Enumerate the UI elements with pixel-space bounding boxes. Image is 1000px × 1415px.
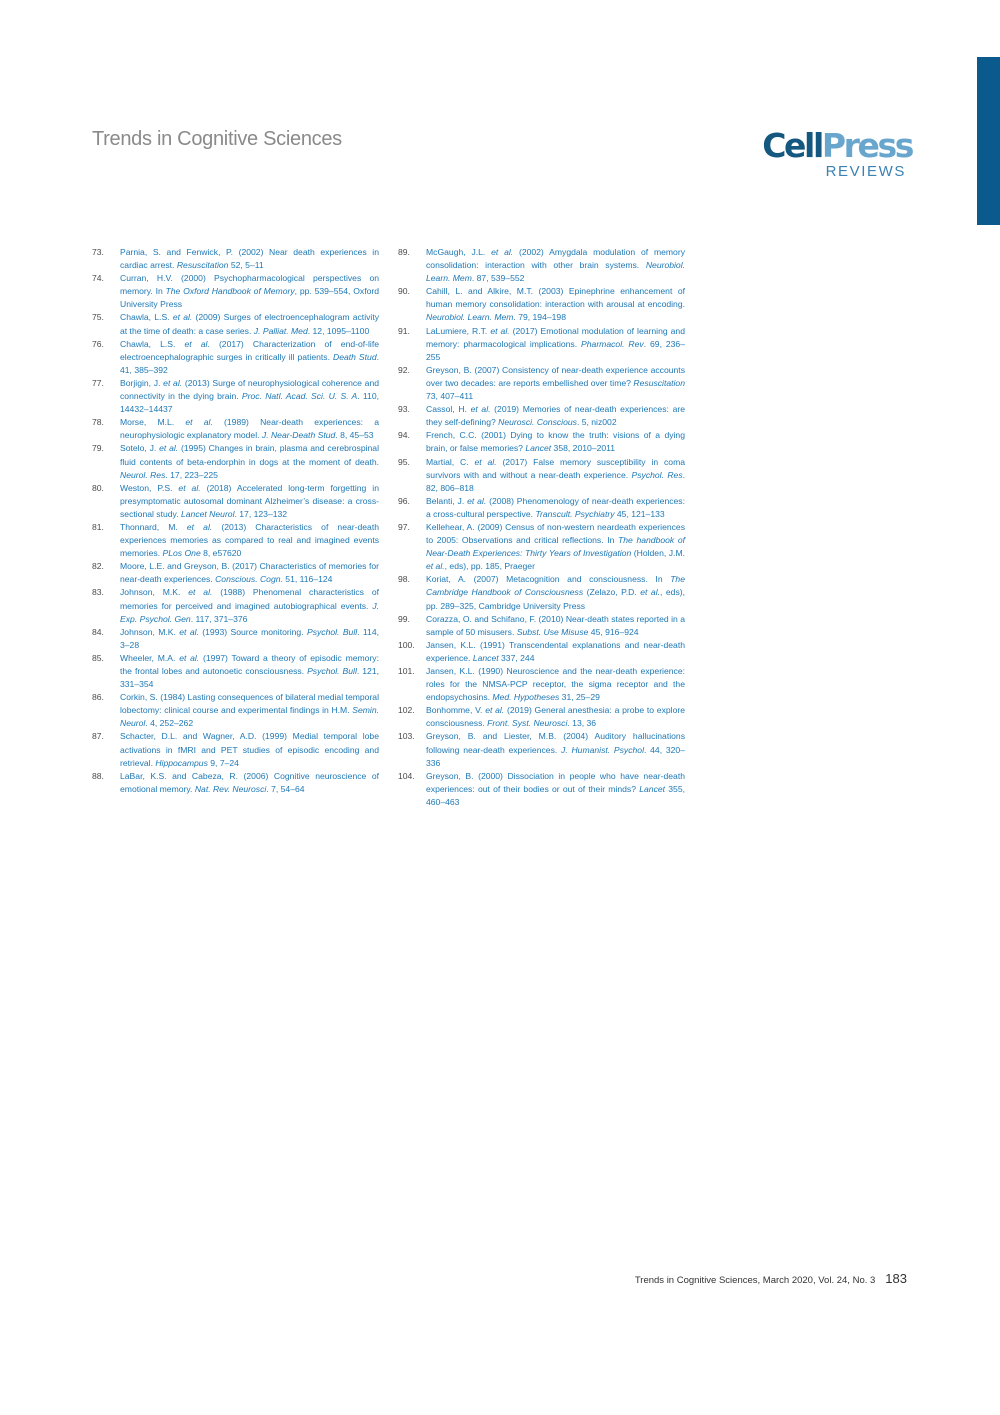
reference-number: 89.: [398, 247, 410, 257]
reference-text: Curran, H.V. (2000) Psychopharmacological perspectives on memory. In The Oxford Handbook of Memory, pp. 539–554, Oxford University Press: [120, 273, 380, 310]
reference-text: Johnson, M.K. et al. (1988) Phenomenal characteristics of memories for perceived and imagined autobiographical events. J. Exp. Psychol. Gen. 117, 371–376: [120, 587, 379, 624]
reference-text: Borjigin, J. et al. (2013) Surge of neurophysiological coherence and connectivity in the dying brain. Proc. Natl. Acad. Sci. U. S. A. 110, 14432–14437: [120, 377, 380, 415]
reference-number: 85.: [92, 652, 104, 663]
reference-item[interactable]: [92, 730, 379, 769]
cellpress-logo: [752, 126, 912, 186]
reference-number: 101.: [398, 666, 415, 676]
reference-number: 74.: [92, 273, 104, 284]
reference-text: Chawla, L.S. et al. (2017) Characterization of end-of-life electroencephalographic surges in critically ill patients. Death Stud. 41, 385–392: [120, 338, 380, 375]
reference-number: 75.: [92, 312, 104, 323]
reference-text: Belanti, J. et al. (2008) Phenomenology of near-death experiences: a cross-cultural perspective. Transcult. Psychiatry 45, 121–133: [426, 495, 685, 519]
reference-number: 83.: [92, 587, 104, 598]
reference-text: Cassol, H. et al. (2019) Memories of near-death experiences: are they self-defining? Neurosci. Conscious. 5, niz002: [426, 404, 685, 428]
reference-item[interactable]: [92, 652, 379, 691]
reference-item[interactable]: [92, 377, 379, 416]
reference-number: 81.: [92, 521, 104, 532]
reference-number: 93.: [398, 404, 410, 415]
reference-number: 99.: [398, 613, 410, 624]
page-footer: [635, 1270, 907, 1288]
reference-item[interactable]: [92, 626, 379, 652]
reference-item[interactable]: [92, 338, 379, 377]
reference-item[interactable]: [398, 364, 685, 403]
reference-item[interactable]: [92, 442, 379, 481]
reference-number: 94.: [398, 430, 410, 441]
reference-item[interactable]: [398, 285, 685, 324]
reference-number: 91.: [398, 325, 410, 336]
reference-number: 97.: [398, 521, 410, 532]
reference-item[interactable]: [92, 311, 379, 337]
reference-number: 80.: [92, 482, 104, 493]
reference-number: 100.: [398, 639, 415, 650]
reference-item[interactable]: [398, 770, 685, 809]
reference-item[interactable]: [398, 730, 685, 769]
reference-item[interactable]: [398, 429, 685, 455]
reference-item[interactable]: [92, 770, 379, 796]
reference-text: Thonnard, M. et al. (2013) Characteristics of near-death experiences memories as compared to real and imagined events memories. PLos One 8, e57620: [120, 521, 379, 559]
reference-item[interactable]: [398, 573, 685, 612]
reference-item[interactable]: [398, 325, 685, 364]
logo-press-text: Press: [821, 126, 912, 165]
reference-item[interactable]: [398, 665, 685, 704]
reference-text: Weston, P.S. et al. (2018) Accelerated long-term forgetting in presymptomatic autosomal dominant Alzheimer’s disease: a cross-sectional study. Lancet Neurol. 17, 123–132: [120, 482, 379, 519]
reference-text: Parnia, S. and Fenwick, P. (2002) Near death experiences in cardiac arrest. Resuscitation 52, 5–11: [120, 247, 379, 271]
journal-title: Trends in Cognitive Sciences: [92, 128, 342, 150]
reference-text: Jansen, K.L. (1990) Neuroscience and the near-death experience: roles for the NMSA-PCP receptor, the sigma receptor and the endopsychosins. Med. Hypotheses 31, 25–29: [426, 666, 685, 703]
reference-number: 95.: [398, 456, 410, 467]
reference-number: 88.: [92, 770, 104, 781]
reference-item[interactable]: [92, 482, 379, 521]
reference-text: LaBar, K.S. and Cabeza, R. (2006) Cognitive neuroscience of emotional memory. Nat. Rev. Neurosci. 7, 54–64: [120, 770, 379, 794]
reference-item[interactable]: [398, 456, 685, 495]
reference-item[interactable]: [92, 246, 379, 272]
logo-reviews-text: REVIEWS: [825, 163, 906, 180]
reference-number: 98.: [398, 574, 410, 585]
reference-text: Johnson, M.K. et al. (1993) Source monitoring. Psychol. Bull. 114, 3–28: [120, 626, 379, 650]
reference-number: 76.: [92, 338, 104, 349]
reference-text: Sotelo, J. et al. (1995) Changes in brain, plasma and cerebrospinal fluid contents of beta-endorphin in dogs at the moment of death. Neurol. Res. 17, 223–225: [120, 443, 379, 480]
reference-number: 92.: [398, 364, 410, 375]
reference-text: Moore, L.E. and Greyson, B. (2017) Characteristics of memories for near-death experiences. Conscious. Cogn. 51, 116–124: [120, 561, 379, 585]
reference-item[interactable]: [398, 246, 685, 285]
reference-item[interactable]: [92, 560, 379, 586]
logo-cell-text: Cell: [762, 126, 822, 165]
reference-text: Corazza, O. and Schifano, F. (2010) Near-death states reported in a sample of 50 misusers. Subst. Use Misuse 45, 916–924: [426, 613, 685, 637]
reference-number: 73.: [92, 247, 104, 257]
reference-text: Cahill, L. and Alkire, M.T. (2003) Epinephrine enhancement of human memory consolidation: interaction with arousal at encoding. Neurobiol. Learn. Mem. 79, 194–198: [426, 286, 685, 323]
logo-wordmark: [762, 126, 912, 166]
reference-number: 96.: [398, 495, 410, 506]
reference-item[interactable]: [92, 691, 379, 730]
reference-text: Schacter, D.L. and Wagner, A.D. (1999) Medial temporal lobe activations in fMRI and PET studies of episodic encoding and retrieval. Hippocampus 9, 7–24: [120, 731, 379, 768]
reference-item[interactable]: [398, 521, 685, 573]
reference-item[interactable]: [92, 521, 379, 560]
reference-text: McGaugh, J.L. et al. (2002) Amygdala modulation of memory consolidation: interaction with other brain systems. Neurobiol. Learn. Mem. 87, 539–552: [426, 247, 685, 284]
reference-text: Jansen, K.L. (1991) Transcendental explanations and near-death experience. Lancet 337, 244: [426, 639, 685, 663]
reference-text: Martial, C. et al. (2017) False memory susceptibility in coma survivors with and without a near-death experience. Psychol. Res. 82, 806–818: [426, 456, 686, 493]
reference-item[interactable]: [398, 403, 685, 429]
reference-number: 102.: [398, 705, 415, 716]
reference-number: 77.: [92, 377, 104, 388]
reference-text: Wheeler, M.A. et al. (1997) Toward a theory of episodic memory: the frontal lobes and autonoetic consciousness. Psychol. Bull. 121, 331–354: [120, 652, 379, 690]
reference-text: Chawla, L.S. et al. (2009) Surges of electroencephalogram activity at the time of death: a case series. J. Palliat. Med. 12, 1095–1100: [120, 312, 379, 336]
reference-item[interactable]: [398, 613, 685, 639]
reference-text: LaLumiere, R.T. et al. (2017) Emotional modulation of learning and memory: pharmacological implications. Pharmacol. Rev. 69, 236–255: [426, 325, 685, 362]
reference-item[interactable]: [398, 704, 685, 730]
reference-number: 84.: [92, 626, 104, 637]
reference-number: 82.: [92, 561, 104, 572]
reference-text: Bonhomme, V. et al. (2019) General anesthesia: a probe to explore consciousness. Front. Syst. Neurosci. 13, 36: [426, 705, 685, 729]
reference-number: 104.: [398, 770, 415, 781]
reference-text: Koriat, A. (2007) Metacognition and consciousness. In The Cambridge Handbook of Consciousness (Zelazo, P.D. et al., eds), pp. 289–325, Cambridge University Press: [426, 574, 685, 611]
reference-number: 103.: [398, 731, 415, 742]
reference-item[interactable]: [398, 639, 685, 665]
reference-item[interactable]: [92, 272, 379, 311]
reference-number: 78.: [92, 417, 104, 428]
reference-text: Greyson, B. (2000) Dissociation in people who have near-death experiences: out of their bodies or out of their minds? Lancet 355, 460–463: [426, 770, 685, 807]
reference-text: Morse, M.L. et al. (1989) Near-death experiences: a neurophysiologic explanatory model. J. Near-Death Stud. 8, 45–53: [120, 417, 379, 441]
reference-list-left: [92, 246, 379, 796]
reference-number: 90.: [398, 286, 410, 297]
reference-text: Corkin, S. (1984) Lasting consequences of bilateral medial temporal lobectomy: clinical course and experimental findings in H.M. Semin. Neurol. 4, 252–262: [120, 692, 379, 729]
reference-text: French, C.C. (2001) Dying to know the truth: visions of a dying brain, or false memories? Lancet 358, 2010–2011: [426, 430, 685, 454]
reference-text: Kellehear, A. (2009) Census of non-western neardeath experiences to 2005: Observations and critical reflections. In The handbook of Near-Death Experiences: Thirty Years of Investigation (Holden, J.M. et al., eds), pp. 185, Praeger: [426, 521, 685, 572]
reference-item[interactable]: [92, 416, 379, 442]
reference-number: 86.: [92, 692, 104, 703]
reference-number: 87.: [92, 731, 104, 742]
side-color-tab: [977, 57, 1000, 225]
reference-text: Greyson, B. (2007) Consistency of near-death experience accounts over two decades: are reports embellished over time? Resuscitation 73, 407–411: [426, 364, 685, 402]
footer-citation: Trends in Cognitive Sciences, March 2020, Vol. 24, No. 3: [634, 1275, 876, 1286]
reference-number: 79.: [92, 443, 104, 454]
reference-list-right: [398, 246, 685, 809]
page-number: 183: [885, 1271, 907, 1286]
reference-item[interactable]: [92, 586, 379, 625]
reference-item[interactable]: [398, 495, 685, 521]
reference-text: Greyson, B. and Liester, M.B. (2004) Auditory hallucinations following near-death experiences. J. Humanist. Psychol. 44, 320–336: [426, 731, 685, 768]
